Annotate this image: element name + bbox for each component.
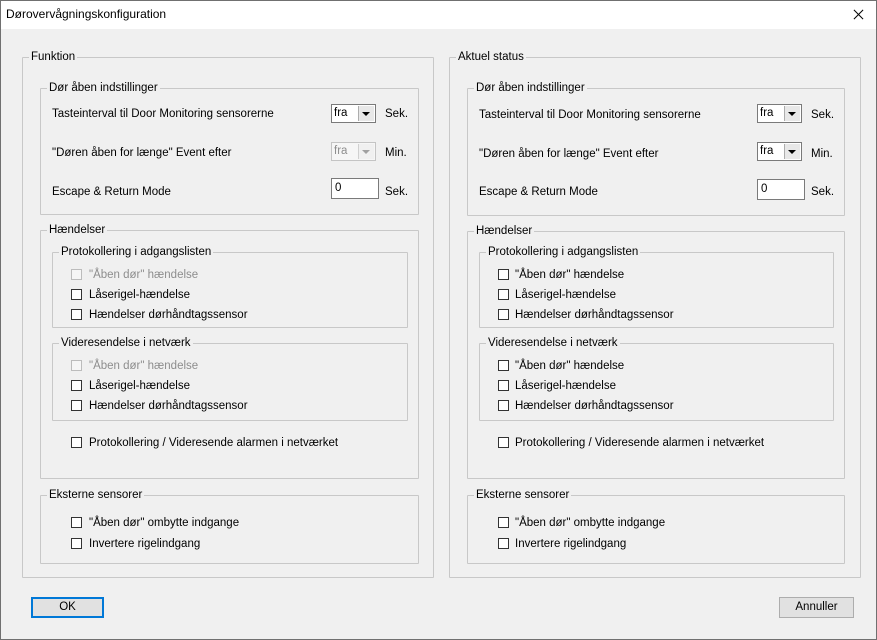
group-title: Eksterne sensorer — [49, 489, 143, 501]
checkbox-label: Protokollering / Videresende alarmen i netværket — [515, 437, 765, 449]
unit-label: Min. — [811, 148, 833, 160]
checkbox[interactable] — [71, 380, 82, 391]
cancel-button[interactable]: Annuller — [779, 597, 854, 618]
panel-title: Funktion — [31, 51, 76, 63]
checkbox-label: Låserigel-hændelse — [515, 289, 617, 301]
checkbox[interactable] — [498, 309, 509, 320]
key-interval-combo[interactable] — [331, 104, 376, 123]
open-too-long-label: "Døren åben for længe" Event efter — [479, 148, 659, 160]
title-bar — [1, 1, 876, 29]
checkbox[interactable] — [71, 309, 82, 320]
open-too-long-combo — [331, 142, 376, 161]
key-interval-label: Tasteinterval til Door Monitoring sensorerne — [52, 108, 274, 120]
checkbox[interactable] — [71, 400, 82, 411]
panel-title: Aktuel status — [458, 51, 524, 63]
checkbox-label: Invertere rigelindgang — [515, 538, 627, 550]
escape-return-input[interactable] — [331, 178, 379, 199]
group-title: Hændelser — [476, 225, 533, 237]
checkbox-label: Låserigel-hændelse — [89, 289, 191, 301]
key-interval-combo[interactable] — [757, 104, 802, 123]
combo-value: fra — [760, 107, 774, 119]
checkbox[interactable] — [498, 538, 509, 549]
group-title: Protokollering i adgangslisten — [488, 246, 639, 258]
key-interval-label: Tasteinterval til Door Monitoring sensorerne — [479, 109, 701, 121]
checkbox[interactable] — [71, 437, 82, 448]
checkbox — [71, 269, 82, 280]
group-title: Hændelser — [49, 224, 106, 236]
unit-label: Sek. — [811, 109, 835, 121]
checkbox[interactable] — [498, 360, 509, 371]
combo-value: fra — [334, 107, 348, 119]
checkbox[interactable] — [498, 380, 509, 391]
input-value: 0 — [761, 183, 768, 195]
unit-label: Sek. — [385, 108, 409, 120]
unit-label: Min. — [385, 147, 407, 159]
chevron-down-icon — [358, 144, 374, 159]
checkbox[interactable] — [498, 269, 509, 280]
open-too-long-combo[interactable] — [757, 142, 802, 161]
checkbox[interactable] — [71, 289, 82, 300]
escape-return-input[interactable] — [757, 179, 805, 200]
checkbox[interactable] — [71, 538, 82, 549]
checkbox-label: Hændelser dørhåndtagssensor — [89, 309, 248, 321]
window-title: Dørovervågningskonfiguration — [6, 7, 167, 21]
unit-label: Sek. — [385, 186, 409, 198]
checkbox-label: Låserigel-hændelse — [515, 380, 617, 392]
unit-label: Sek. — [811, 186, 835, 198]
group-title: Eksterne sensorer — [476, 489, 570, 501]
checkbox-label: "Åben dør" hændelse — [89, 360, 199, 372]
group-title: Dør åben indstillinger — [49, 82, 158, 94]
group-title: Videresendelse i netværk — [488, 337, 618, 349]
checkbox-label: "Åben dør" ombytte indgange — [89, 517, 240, 529]
combo-value: fra — [760, 145, 774, 157]
checkbox-label: Hændelser dørhåndtagssensor — [89, 400, 248, 412]
ok-button[interactable]: OK — [31, 597, 104, 618]
checkbox[interactable] — [498, 400, 509, 411]
chevron-down-icon[interactable] — [358, 106, 374, 121]
checkbox-label: "Åben dør" hændelse — [89, 269, 199, 281]
checkbox-label: "Åben dør" hændelse — [515, 269, 625, 281]
checkbox-label: Hændelser dørhåndtagssensor — [515, 309, 674, 321]
input-value: 0 — [335, 182, 342, 194]
open-too-long-label: "Døren åben for længe" Event efter — [52, 147, 232, 159]
checkbox-label: "Åben dør" hændelse — [515, 360, 625, 372]
checkbox-label: Låserigel-hændelse — [89, 380, 191, 392]
checkbox — [71, 360, 82, 371]
checkbox[interactable] — [71, 517, 82, 528]
group-title: Dør åben indstillinger — [476, 82, 585, 94]
checkbox[interactable] — [498, 289, 509, 300]
close-icon[interactable] — [840, 1, 876, 29]
group-title: Videresendelse i netværk — [61, 337, 191, 349]
escape-return-label: Escape & Return Mode — [479, 186, 598, 198]
chevron-down-icon[interactable] — [784, 106, 800, 121]
checkbox-label: "Åben dør" ombytte indgange — [515, 517, 666, 529]
group-title: Protokollering i adgangslisten — [61, 246, 212, 258]
checkbox-label: Protokollering / Videresende alarmen i netværket — [89, 437, 339, 449]
checkbox[interactable] — [498, 517, 509, 528]
checkbox[interactable] — [498, 437, 509, 448]
chevron-down-icon[interactable] — [784, 144, 800, 159]
escape-return-label: Escape & Return Mode — [52, 186, 171, 198]
checkbox-label: Invertere rigelindgang — [89, 538, 201, 550]
combo-value: fra — [334, 145, 348, 157]
checkbox-label: Hændelser dørhåndtagssensor — [515, 400, 674, 412]
